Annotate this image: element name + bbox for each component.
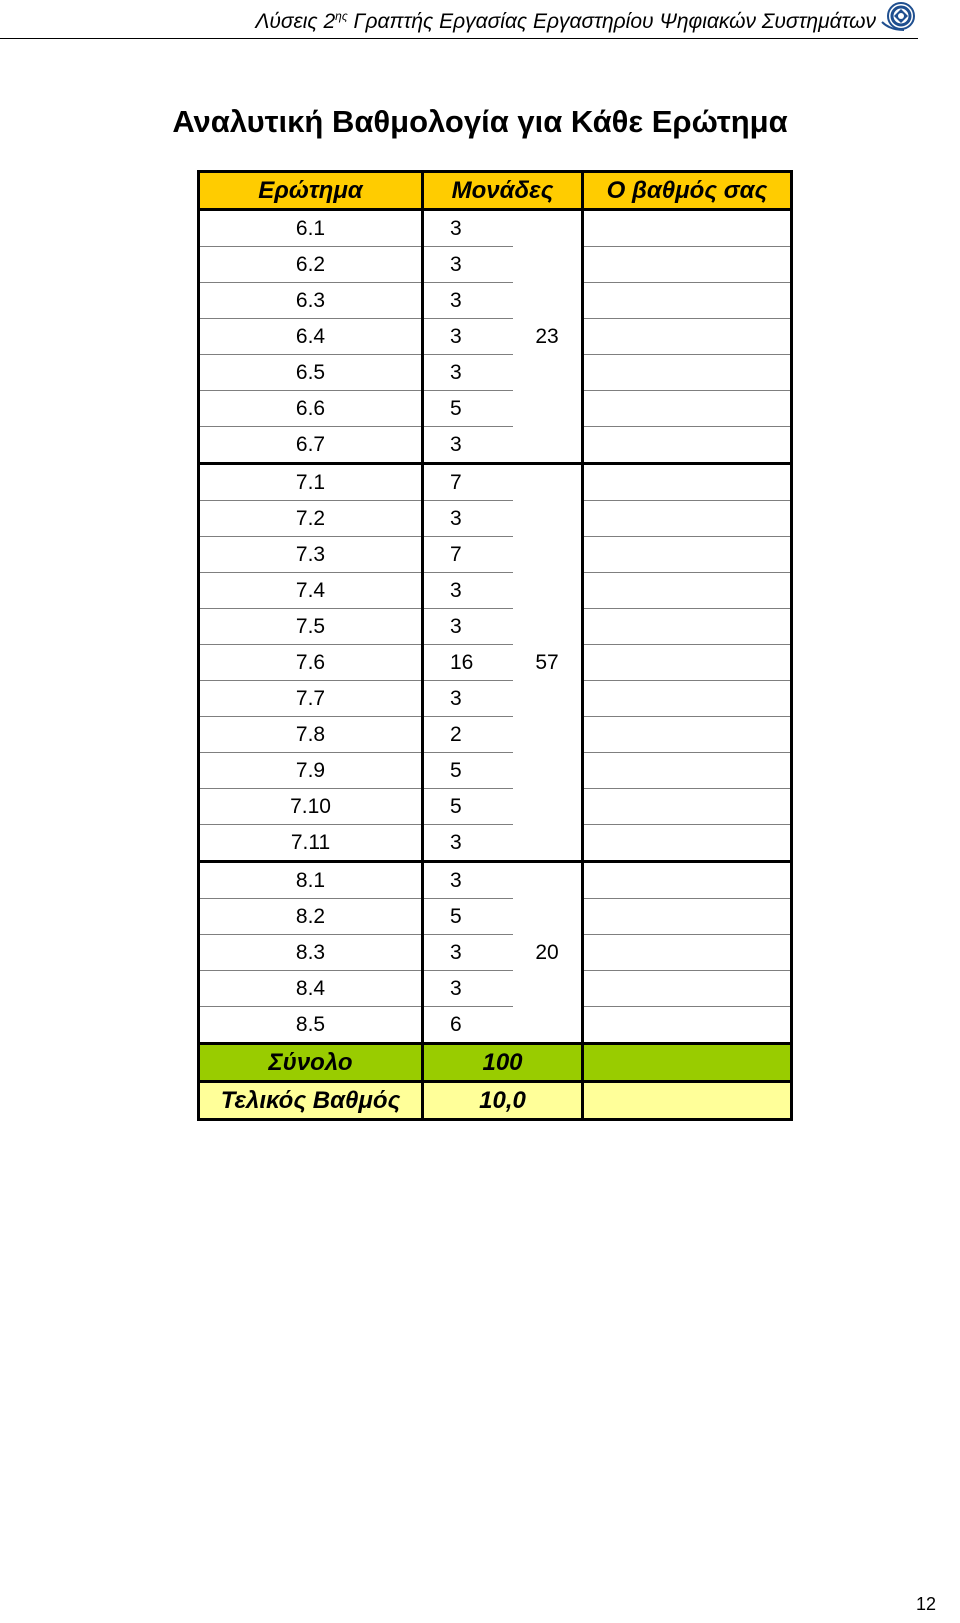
points-cell: 3 <box>423 681 514 717</box>
column-header-question: Ερώτημα <box>199 172 423 210</box>
your-grade-cell[interactable] <box>583 319 792 355</box>
your-grade-cell[interactable] <box>583 899 792 935</box>
points-cell: 3 <box>423 247 514 283</box>
grades-table <box>197 170 793 1121</box>
grades-body <box>199 210 792 1044</box>
points-cell: 6 <box>423 1007 514 1044</box>
total-row <box>199 1044 792 1082</box>
points-cell: 3 <box>450 216 462 240</box>
points-cell: 16 <box>423 645 514 681</box>
points-cell: 7 <box>423 537 514 573</box>
question-cell: 7.10 <box>199 789 423 825</box>
page-number: 12 <box>915 1594 936 1614</box>
your-grade-cell[interactable] <box>583 573 792 609</box>
your-grade-cell[interactable] <box>583 681 792 717</box>
question-cell: 7.3 <box>199 537 423 573</box>
question-cell: 7.9 <box>199 753 423 789</box>
table-row <box>199 283 792 319</box>
points-cell: 3 <box>423 283 514 319</box>
points-cell: 3 <box>423 825 514 862</box>
final-grade-label: Τελικός Βαθμός <box>199 1082 423 1120</box>
total-grade-cell[interactable] <box>583 1044 792 1082</box>
table-row <box>199 501 792 537</box>
points-cell: 5 <box>423 789 514 825</box>
question-cell: 6.4 <box>199 319 423 355</box>
your-grade-cell[interactable] <box>583 501 792 537</box>
points-cell: 3 <box>423 609 514 645</box>
question-cell: 8.3 <box>199 935 423 971</box>
your-grade-cell[interactable] <box>583 283 792 319</box>
your-grade-cell[interactable] <box>583 464 792 501</box>
question-cell: 7.7 <box>199 681 423 717</box>
table-row <box>199 355 792 391</box>
points-cell: 2 <box>423 717 514 753</box>
university-logo-icon <box>880 0 918 34</box>
question-cell: 8.1 <box>199 862 423 899</box>
your-grade-cell[interactable] <box>583 355 792 391</box>
table-row <box>199 537 792 573</box>
final-grade-cell[interactable] <box>583 1082 792 1120</box>
table-row <box>199 319 792 355</box>
group-total-cell: 20 <box>513 862 583 1044</box>
table-row <box>199 609 792 645</box>
table-row <box>199 825 792 862</box>
question-cell: 6.5 <box>199 355 423 391</box>
page-header <box>0 0 918 39</box>
question-cell: 8.4 <box>199 971 423 1007</box>
table-row <box>199 681 792 717</box>
your-grade-cell[interactable] <box>583 391 792 427</box>
points-cell: 3 <box>423 935 514 971</box>
total-label: Σύνολο <box>199 1044 423 1082</box>
points-cell: 5 <box>423 391 514 427</box>
your-grade-cell[interactable] <box>583 935 792 971</box>
final-grade-row <box>199 1082 792 1120</box>
table-row <box>199 645 792 681</box>
question-cell: 7.1 <box>199 464 423 501</box>
question-cell: 7.8 <box>199 717 423 753</box>
points-cell: 3 <box>423 319 514 355</box>
question-cell: 7.6 <box>199 645 423 681</box>
table-row <box>199 427 792 464</box>
points-cell: 3 <box>423 971 514 1007</box>
total-value: 100 <box>423 1044 583 1082</box>
table-row <box>199 210 792 247</box>
table-row <box>199 247 792 283</box>
your-grade-cell[interactable] <box>583 247 792 283</box>
table-row <box>199 753 792 789</box>
your-grade-cell[interactable] <box>583 427 792 464</box>
table-row <box>199 899 792 935</box>
your-grade-cell[interactable] <box>583 825 792 862</box>
your-grade-cell[interactable] <box>583 537 792 573</box>
points-cell: 3 <box>423 501 514 537</box>
points-cell: 7 <box>423 464 514 501</box>
your-grade-cell[interactable] <box>583 1007 792 1044</box>
table-row <box>199 935 792 971</box>
points-cell: 3 <box>423 573 514 609</box>
points-cell: 3 <box>423 427 514 464</box>
your-grade-cell[interactable] <box>583 753 792 789</box>
your-grade-cell[interactable] <box>583 862 792 899</box>
column-header-points: Μονάδες <box>423 172 583 210</box>
question-cell: 7.11 <box>199 825 423 862</box>
table-row <box>199 862 792 899</box>
question-cell: 8.2 <box>199 899 423 935</box>
points-cell: 3 <box>423 862 514 899</box>
your-grade-cell[interactable] <box>583 609 792 645</box>
question-cell: 6.1 <box>199 210 423 247</box>
group-total-cell: 57 <box>513 464 583 862</box>
table-header-row <box>199 172 792 210</box>
question-cell: 6.2 <box>199 247 423 283</box>
table-row <box>199 789 792 825</box>
question-cell: 7.2 <box>199 501 423 537</box>
question-cell: 6.6 <box>199 391 423 427</box>
question-cell: 7.4 <box>199 573 423 609</box>
question-cell: 6.3 <box>199 283 423 319</box>
final-grade-value: 10,0 <box>423 1082 583 1120</box>
column-header-your-grade: Ο βαθμός σας <box>583 172 792 210</box>
table-row <box>199 971 792 1007</box>
table-row <box>199 717 792 753</box>
question-cell: 7.5 <box>199 609 423 645</box>
your-grade-cell[interactable] <box>583 717 792 753</box>
points-cell: 5 <box>423 899 514 935</box>
your-grade-cell[interactable] <box>583 645 792 681</box>
your-grade-cell[interactable] <box>583 210 792 247</box>
question-cell: 6.7 <box>199 427 423 464</box>
your-grade-cell[interactable] <box>583 971 792 1007</box>
page-title: Αναλυτική Βαθμολογία για Κάθε Ερώτημα <box>172 104 788 139</box>
table-row <box>199 464 792 501</box>
question-cell: 8.5 <box>199 1007 423 1044</box>
group-total-cell: 23 <box>513 210 583 464</box>
header-text: Λύσεις $2^{\eta\varsigma}$ Γραπτής Εργασίας Εργαστηρίου Ψηφιακών Συστημάτων <box>255 9 876 33</box>
your-grade-cell[interactable] <box>583 789 792 825</box>
table-row <box>199 1007 792 1044</box>
table-row <box>199 391 792 427</box>
points-cell: 3 <box>423 355 514 391</box>
points-cell: 5 <box>423 753 514 789</box>
table-row <box>199 573 792 609</box>
